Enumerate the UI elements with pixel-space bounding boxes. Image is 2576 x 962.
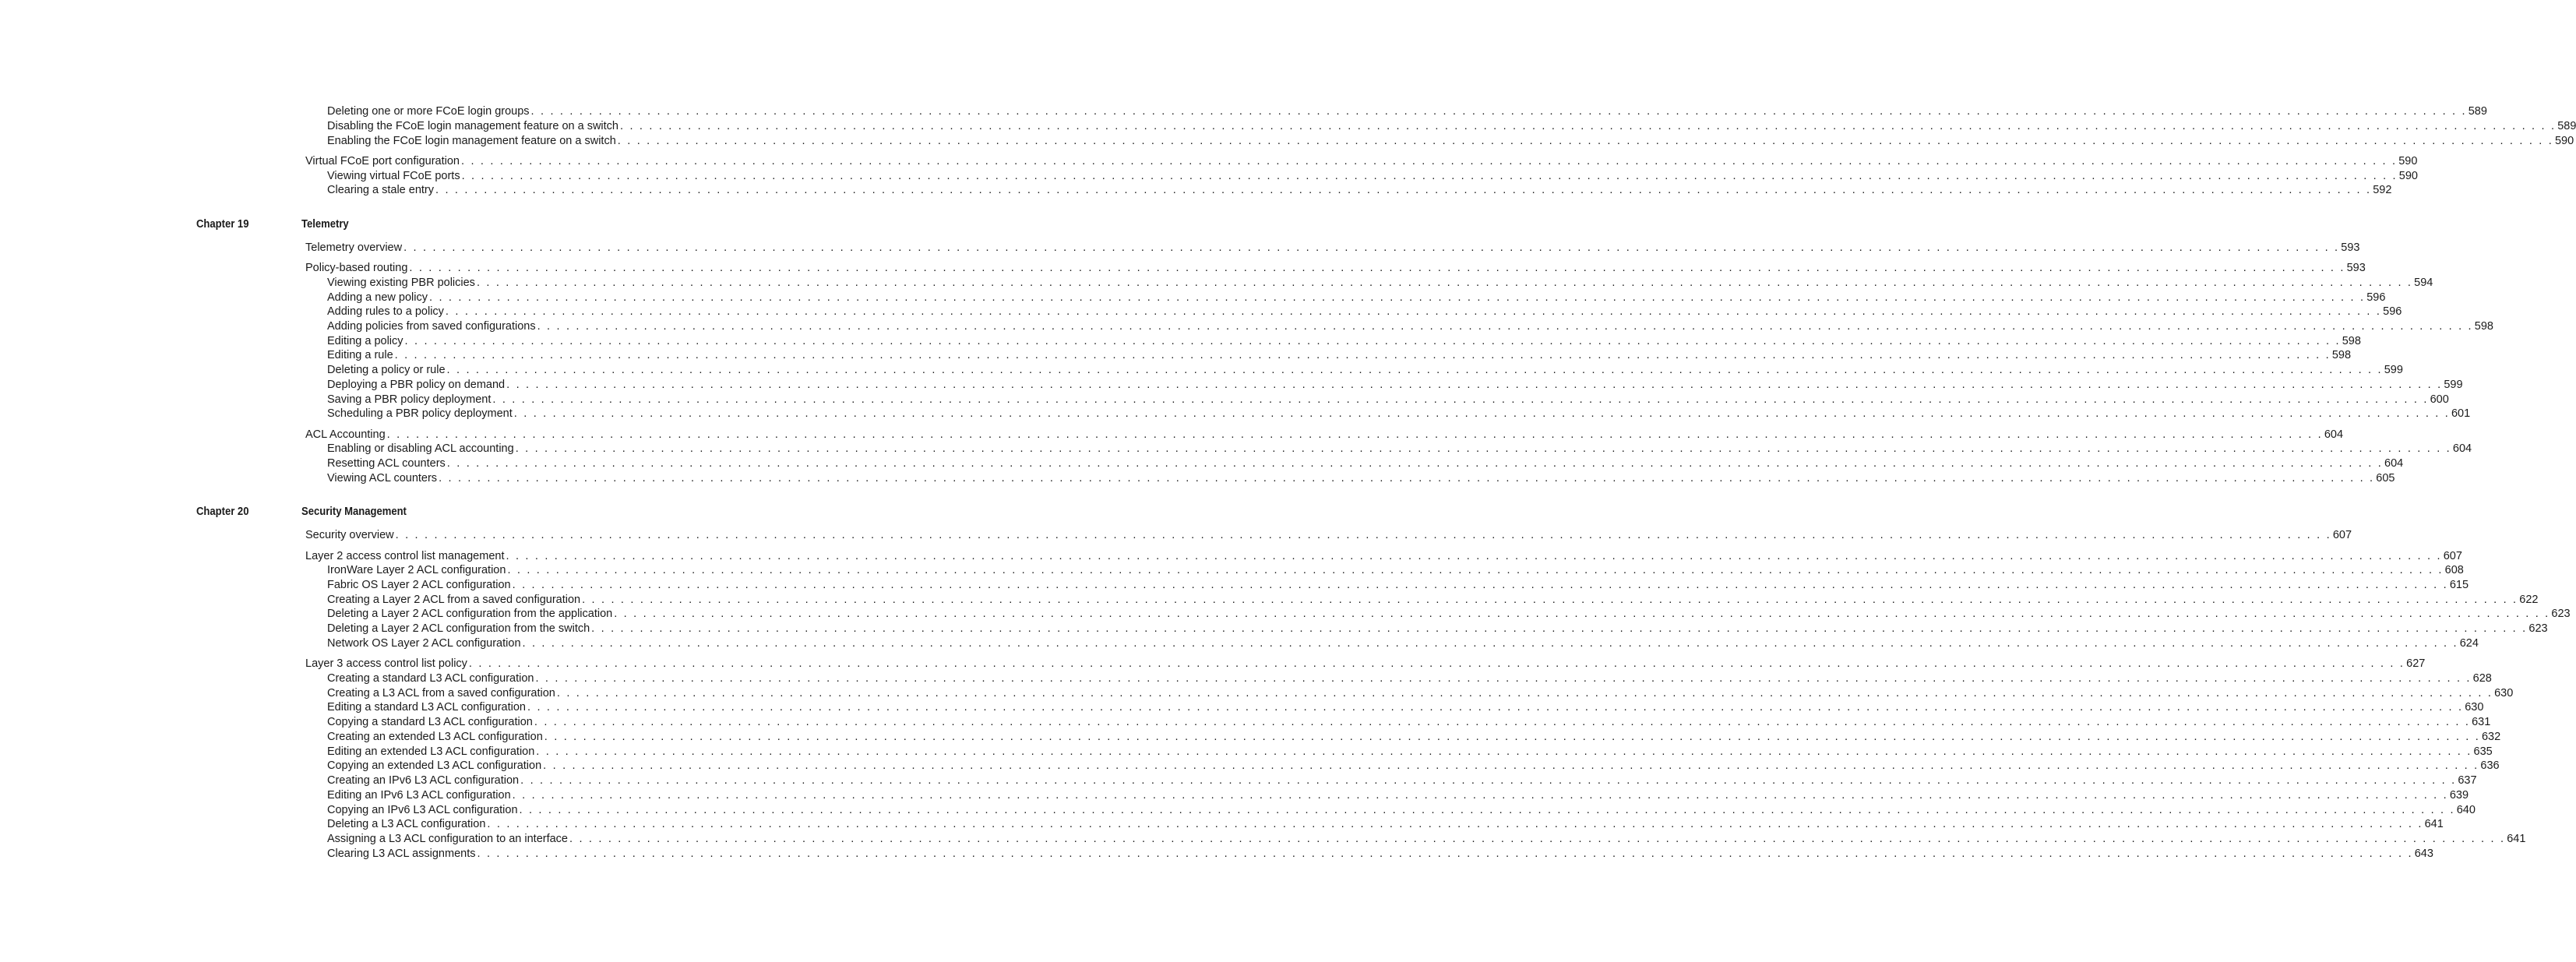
- toc-page-number: 641: [2424, 818, 2444, 830]
- toc-page-number: 637: [2458, 774, 2477, 787]
- toc-entry-title: Copying an IPv6 L3 ACL configuration: [327, 804, 518, 816]
- toc-subsection-entry[interactable]: [327, 817, 2444, 832]
- toc-page-number: 598: [2342, 335, 2361, 347]
- toc-page-number: 593: [2346, 262, 2366, 274]
- toc-page-number: 590: [2398, 155, 2418, 167]
- toc-leader-dots: . . . . . . . . . . . . . . . . . . . . . . . . . . . . . . . . . . . . . . . . . . . . . . . . . . . . . . . . . . . . . . . . . . . . . . . . . . . . . . . . . . . . . . . . . . . . . . . . . . . . . . . . . . . . . . . . . . . . . . . . . . . . . . . . . . . . . . . . . . . . . . . . . . . . . . . . . . . . . . . . . . . . . . . . . . . . . . . . . . . . . . . . . . . . . . . . . . . . . . . .: [519, 804, 2455, 816]
- toc-leader-dots: . . . . . . . . . . . . . . . . . . . . . . . . . . . . . . . . . . . . . . . . . . . . . . . . . . . . . . . . . . . . . . . . . . . . . . . . . . . . . . . . . . . . . . . . . . . . . . . . . . . . . . . . . . . . . . . . . . . . . . . . . . . . . . . . . . . . . . . . . . . . . . . . . . . . . . . . . . . . . . . . . . . . . . . . . . . . . . . . . . . . . . . . . . . . . . . . . . . . . . . .: [515, 442, 2451, 455]
- toc-page-number: 594: [2414, 277, 2433, 289]
- toc-page-number: 636: [2480, 759, 2500, 772]
- toc-page-number: 624: [2459, 637, 2479, 650]
- toc-leader-dots: . . . . . . . . . . . . . . . . . . . . . . . . . . . . . . . . . . . . . . . . . . . . . . . . . . . . . . . . . . . . . . . . . . . . . . . . . . . . . . . . . . . . . . . . . . . . . . . . . . . . . . . . . . . . . . . . . . . . . . . . . . . . . . . . . . . . . . . . . . . . . . . . . . . . . . . . . . . . . . . . . . . . . . . . . . . . . . . . . . . . . . . . . . . . . . . . . . . . . . . .: [445, 305, 2382, 318]
- toc-leader-dots: . . . . . . . . . . . . . . . . . . . . . . . . . . . . . . . . . . . . . . . . . . . . . . . . . . . . . . . . . . . . . . . . . . . . . . . . . . . . . . . . . . . . . . . . . . . . . . . . . . . . . . . . . . . . . . . . . . . . . . . . . . . . . . . . . . . . . . . . . . . . . . . . . . . . . . . . . . . . . . . . . . . . . . . . . . . . . . . . . . . . . . . . . . . . . . . . . . . . . . . .: [461, 170, 2398, 182]
- toc-page-number: 592: [2373, 184, 2392, 196]
- toc-page-number: 623: [2551, 608, 2571, 620]
- toc-page-number: 599: [2384, 364, 2403, 376]
- toc-subsection-entry[interactable]: [327, 378, 2463, 393]
- toc-page-number: 601: [2451, 407, 2471, 420]
- toc-leader-dots: . . . . . . . . . . . . . . . . . . . . . . . . . . . . . . . . . . . . . . . . . . . . . . . . . . . . . . . . . . . . . . . . . . . . . . . . . . . . . . . . . . . . . . . . . . . . . . . . . . . . . . . . . . . . . . . . . . . . . . . . . . . . . . . . . . . . . . . . . . . . . . . . . . . . . . . . . . . . . . . . . . . . . . . . . . . . . . . . . . . . . . . . . . . . . . . . . . . . . . . .: [507, 564, 2444, 576]
- toc-leader-dots: . . . . . . . . . . . . . . . . . . . . . . . . . . . . . . . . . . . . . . . . . . . . . . . . . . . . . . . . . . . . . . . . . . . . . . . . . . . . . . . . . . . . . . . . . . . . . . . . . . . . . . . . . . . . . . . . . . . . . . . . . . . . . . . . . . . . . . . . . . . . . . . . . . . . . . . . . . . . . . . . . . . . . . . . . . . . . . . . . . . . . . . . . . . . . . . . . . . . . . . .: [409, 262, 2345, 274]
- toc-leader-dots: . . . . . . . . . . . . . . . . . . . . . . . . . . . . . . . . . . . . . . . . . . . . . . . . . . . . . . . . . . . . . . . . . . . . . . . . . . . . . . . . . . . . . . . . . . . . . . . . . . . . . . . . . . . . . . . . . . . . . . . . . . . . . . . . . . . . . . . . . . . . . . . . . . . . . . . . . . . . . . . . . . . . . . . . . . . . . . . . . . . . . . . . . . . . . . . . . . . . . . . .: [492, 393, 2429, 406]
- toc-subsection-entry[interactable]: [327, 788, 2469, 803]
- toc-leader-dots: . . . . . . . . . . . . . . . . . . . . . . . . . . . . . . . . . . . . . . . . . . . . . . . . . . . . . . . . . . . . . . . . . . . . . . . . . . . . . . . . . . . . . . . . . . . . . . . . . . . . . . . . . . . . . . . . . . . . . . . . . . . . . . . . . . . . . . . . . . . . . . . . . . . . . . . . . . . . . . . . . . . . . . . . . . . . . . . . . . . . . . . . . . . . . . . . . . . . . . . .: [435, 184, 2372, 196]
- toc-subsection-entry[interactable]: [327, 407, 2471, 421]
- toc-subsection-entry[interactable]: [327, 305, 2402, 319]
- toc-subsection-entry[interactable]: [327, 832, 2526, 847]
- chapter-title: Telemetry: [301, 218, 349, 231]
- toc-leader-dots: . . . . . . . . . . . . . . . . . . . . . . . . . . . . . . . . . . . . . . . . . . . . . . . . . . . . . . . . . . . . . . . . . . . . . . . . . . . . . . . . . . . . . . . . . . . . . . . . . . . . . . . . . . . . . . . . . . . . . . . . . . . . . . . . . . . . . . . . . . . . . . . . . . . . . . . . . . . . . . . . . . . . . . . . . . . . . . . . . . . . . . . . . . . . . . . . . . . . . . . .: [534, 716, 2471, 728]
- toc-entry-title: Adding policies from saved configurations: [327, 320, 536, 333]
- toc-page-number: 589: [2468, 105, 2487, 118]
- toc-entry-title: Saving a PBR policy deployment: [327, 393, 492, 406]
- toc-leader-dots: . . . . . . . . . . . . . . . . . . . . . . . . . . . . . . . . . . . . . . . . . . . . . . . . . . . . . . . . . . . . . . . . . . . . . . . . . . . . . . . . . . . . . . . . . . . . . . . . . . . . . . . . . . . . . . . . . . . . . . . . . . . . . . . . . . . . . . . . . . . . . . . . . . . . . . . . . . . . . . . . . . . . . . . . . . . . . . . . . . . . . . . . . . . . . . . . . . . . . . . .: [395, 529, 2331, 541]
- toc-entry-title: Deleting a Layer 2 ACL configuration from the switch: [327, 622, 590, 635]
- toc-entry-title: IronWare Layer 2 ACL configuration: [327, 564, 506, 576]
- toc-leader-dots: . . . . . . . . . . . . . . . . . . . . . . . . . . . . . . . . . . . . . . . . . . . . . . . . . . . . . . . . . . . . . . . . . . . . . . . . . . . . . . . . . . . . . . . . . . . . . . . . . . . . . . . . . . . . . . . . . . . . . . . . . . . . . . . . . . . . . . . . . . . . . . . . . . . . . . . . . . . . . . . . . . . . . . . . . . . . . . . . . . . . . . . . . . . . . . . . . . . . . . . .: [446, 457, 2383, 470]
- toc-section-entry[interactable]: [305, 261, 2366, 276]
- toc-leader-dots: . . . . . . . . . . . . . . . . . . . . . . . . . . . . . . . . . . . . . . . . . . . . . . . . . . . . . . . . . . . . . . . . . . . . . . . . . . . . . . . . . . . . . . . . . . . . . . . . . . . . . . . . . . . . . . . . . . . . . . . . . . . . . . . . . . . . . . . . . . . . . . . . . . . . . . . . . . . . . . . . . . . . . . . . . . . . . . . . . . . . . . . . . . . . . . . . . . . . . . . .: [569, 833, 2506, 845]
- toc-leader-dots: . . . . . . . . . . . . . . . . . . . . . . . . . . . . . . . . . . . . . . . . . . . . . . . . . . . . . . . . . . . . . . . . . . . . . . . . . . . . . . . . . . . . . . . . . . . . . . . . . . . . . . . . . . . . . . . . . . . . . . . . . . . . . . . . . . . . . . . . . . . . . . . . . . . . . . . . . . . . . . . . . . . . . . . . . . . . . . . . . . . . . . . . . . . . . . . . . . . . . . . .: [617, 135, 2553, 147]
- toc-subsection-entry[interactable]: [327, 803, 2476, 818]
- toc-page-number: 593: [2341, 241, 2360, 254]
- toc-subsection-entry[interactable]: [327, 636, 2479, 651]
- toc-page-number: 598: [2331, 349, 2352, 361]
- toc-page-number: 596: [2383, 305, 2402, 318]
- toc-entry-title: Enabling or disabling ACL accounting: [327, 442, 514, 455]
- toc-page-number: 605: [2376, 472, 2395, 485]
- chapter-label: Chapter 20: [196, 506, 249, 518]
- toc-leader-dots: . . . . . . . . . . . . . . . . . . . . . . . . . . . . . . . . . . . . . . . . . . . . . . . . . . . . . . . . . . . . . . . . . . . . . . . . . . . . . . . . . . . . . . . . . . . . . . . . . . . . . . . . . . . . . . . . . . . . . . . . . . . . . . . . . . . . . . . . . . . . . . . . . . . . . . . . . . . . . . . . . . . . . . . . . . . . . . . . . . . . . . . . . . . . . . . . . . . . . . . .: [394, 349, 2331, 361]
- toc-subsection-entry[interactable]: [327, 169, 2418, 184]
- toc-leader-dots: . . . . . . . . . . . . . . . . . . . . . . . . . . . . . . . . . . . . . . . . . . . . . . . . . . . . . . . . . . . . . . . . . . . . . . . . . . . . . . . . . . . . . . . . . . . . . . . . . . . . . . . . . . . . . . . . . . . . . . . . . . . . . . . . . . . . . . . . . . . . . . . . . . . . . . . . . . . . . . . . . . . . . . . . . . . . . . . . . . . . . . . . . . . . . . . . . . . . . . . .: [477, 847, 2413, 860]
- toc-entry-title: Virtual FCoE port configuration: [305, 155, 460, 167]
- toc-leader-dots: . . . . . . . . . . . . . . . . . . . . . . . . . . . . . . . . . . . . . . . . . . . . . . . . . . . . . . . . . . . . . . . . . . . . . . . . . . . . . . . . . . . . . . . . . . . . . . . . . . . . . . . . . . . . . . . . . . . . . . . . . . . . . . . . . . . . . . . . . . . . . . . . . . . . . . . . . . . . . . . . . . . . . . . . . . . . . . . . . . . . . . . . . . . . . . . . . . . . . . . .: [591, 622, 2528, 635]
- toc-leader-dots: . . . . . . . . . . . . . . . . . . . . . . . . . . . . . . . . . . . . . . . . . . . . . . . . . . . . . . . . . . . . . . . . . . . . . . . . . . . . . . . . . . . . . . . . . . . . . . . . . . . . . . . . . . . . . . . . . . . . . . . . . . . . . . . . . . . . . . . . . . . . . . . . . . . . . . . . . . . . . . . . . . . . . . . . . . . . . . . . . . . . . . . . . . . . . . . . . . . . . . . .: [522, 637, 2458, 650]
- toc-subsection-entry[interactable]: [327, 671, 2492, 686]
- toc-entry-title: Editing a standard L3 ACL configuration: [327, 701, 526, 714]
- toc-leader-dots: . . . . . . . . . . . . . . . . . . . . . . . . . . . . . . . . . . . . . . . . . . . . . . . . . . . . . . . . . . . . . . . . . . . . . . . . . . . . . . . . . . . . . . . . . . . . . . . . . . . . . . . . . . . . . . . . . . . . . . . . . . . . . . . . . . . . . . . . . . . . . . . . . . . . . . . . . . . . . . . . . . . . . . . . . . . . . . . . . . . . . . . . . . . . . . . . . . . . . . . .: [556, 687, 2493, 699]
- toc-leader-dots: . . . . . . . . . . . . . . . . . . . . . . . . . . . . . . . . . . . . . . . . . . . . . . . . . . . . . . . . . . . . . . . . . . . . . . . . . . . . . . . . . . . . . . . . . . . . . . . . . . . . . . . . . . . . . . . . . . . . . . . . . . . . . . . . . . . . . . . . . . . . . . . . . . . . . . . . . . . . . . . . . . . . . . . . . . . . . . . . . . . . . . . . . . . . . . . . . . . . . . . .: [487, 818, 2423, 830]
- toc-section-entry[interactable]: [305, 154, 2418, 169]
- toc-page-number: 630: [2494, 687, 2514, 699]
- toc-entry-title: Adding rules to a policy: [327, 305, 444, 318]
- toc-page-number: 607: [2332, 529, 2352, 541]
- toc-subsection-entry[interactable]: [327, 276, 2433, 291]
- toc-subsection-entry[interactable]: [327, 759, 2500, 773]
- toc-page-number: 590: [2398, 170, 2418, 182]
- toc-entry-title: Clearing L3 ACL assignments: [327, 847, 476, 860]
- toc-page-number: 640: [2456, 804, 2476, 816]
- toc-leader-dots: . . . . . . . . . . . . . . . . . . . . . . . . . . . . . . . . . . . . . . . . . . . . . . . . . . . . . . . . . . . . . . . . . . . . . . . . . . . . . . . . . . . . . . . . . . . . . . . . . . . . . . . . . . . . . . . . . . . . . . . . . . . . . . . . . . . . . . . . . . . . . . . . . . . . . . . . . . . . . . . . . . . . . . . . . . . . . . . . . . . . . . . . . . . . . . . . . . . . . . . .: [536, 745, 2472, 758]
- toc-entry-title: Deleting a Layer 2 ACL configuration from the application: [327, 608, 613, 620]
- toc-entry-title: Editing an extended L3 ACL configuration: [327, 745, 535, 758]
- toc-entry-title: Security overview: [305, 529, 394, 541]
- toc-leader-dots: . . . . . . . . . . . . . . . . . . . . . . . . . . . . . . . . . . . . . . . . . . . . . . . . . . . . . . . . . . . . . . . . . . . . . . . . . . . . . . . . . . . . . . . . . . . . . . . . . . . . . . . . . . . . . . . . . . . . . . . . . . . . . . . . . . . . . . . . . . . . . . . . . . . . . . . . . . . . . . . . . . . . . . . . . . . . . . . . . . . . . . . . . . . . . . . . . . . . . . . .: [619, 120, 2557, 132]
- toc-leader-dots: . . . . . . . . . . . . . . . . . . . . . . . . . . . . . . . . . . . . . . . . . . . . . . . . . . . . . . . . . . . . . . . . . . . . . . . . . . . . . . . . . . . . . . . . . . . . . . . . . . . . . . . . . . . . . . . . . . . . . . . . . . . . . . . . . . . . . . . . . . . . . . . . . . . . . . . . . . . . . . . . . . . . . . . . . . . . . . . . . . . . . . . . . . . . . . . . . . . . . . . .: [512, 789, 2448, 802]
- toc-page-number: 604: [2324, 428, 2344, 441]
- toc-entry-title: Creating an extended L3 ACL configuration: [327, 731, 543, 743]
- toc-page-number: 627: [2406, 657, 2426, 670]
- toc-entry-title: ACL Accounting: [305, 428, 386, 441]
- toc-subsection-entry[interactable]: [327, 686, 2514, 701]
- toc-entry-title: Viewing existing PBR policies: [327, 277, 475, 289]
- toc-subsection-entry[interactable]: [327, 563, 2464, 578]
- toc-subsection-entry[interactable]: [327, 715, 2491, 730]
- chapter-label: Chapter 19: [196, 218, 249, 231]
- toc-entry-title: Policy-based routing: [305, 262, 408, 274]
- toc-page-number: 630: [2465, 701, 2484, 714]
- toc-subsection-entry[interactable]: [327, 847, 2433, 862]
- toc-subsection-entry[interactable]: [327, 730, 2501, 745]
- toc-leader-dots: . . . . . . . . . . . . . . . . . . . . . . . . . . . . . . . . . . . . . . . . . . . . . . . . . . . . . . . . . . . . . . . . . . . . . . . . . . . . . . . . . . . . . . . . . . . . . . . . . . . . . . . . . . . . . . . . . . . . . . . . . . . . . . . . . . . . . . . . . . . . . . . . . . . . . . . . . . . . . . . . . . . . . . . . . . . . . . . . . . . . . . . . . . . . . . . . . . . . . . . .: [506, 550, 2442, 562]
- toc-subsection-entry[interactable]: [327, 745, 2493, 759]
- toc-leader-dots: . . . . . . . . . . . . . . . . . . . . . . . . . . . . . . . . . . . . . . . . . . . . . . . . . . . . . . . . . . . . . . . . . . . . . . . . . . . . . . . . . . . . . . . . . . . . . . . . . . . . . . . . . . . . . . . . . . . . . . . . . . . . . . . . . . . . . . . . . . . . . . . . . . . . . . . . . . . . . . . . . . . . . . . . . . . . . . . . . . . . . . . . . . . . . . . . . . . . . . . .: [537, 320, 2473, 333]
- toc-leader-dots: . . . . . . . . . . . . . . . . . . . . . . . . . . . . . . . . . . . . . . . . . . . . . . . . . . . . . . . . . . . . . . . . . . . . . . . . . . . . . . . . . . . . . . . . . . . . . . . . . . . . . . . . . . . . . . . . . . . . . . . . . . . . . . . . . . . . . . . . . . . . . . . . . . . . . . . . . . . . . . . . . . . . . . . . . . . . . . . . . . . . . . . . . . . . . . . . . . . . . . . .: [530, 105, 2467, 118]
- toc-subsection-entry[interactable]: [327, 134, 2574, 149]
- toc-section-entry[interactable]: [305, 657, 2426, 671]
- toc-entry-title: Enabling the FCoE login management feature on a switch: [327, 135, 616, 147]
- toc-entry-title: Fabric OS Layer 2 ACL configuration: [327, 579, 511, 591]
- toc-page-number: 604: [2384, 457, 2404, 470]
- toc-leader-dots: . . . . . . . . . . . . . . . . . . . . . . . . . . . . . . . . . . . . . . . . . . . . . . . . . . . . . . . . . . . . . . . . . . . . . . . . . . . . . . . . . . . . . . . . . . . . . . . . . . . . . . . . . . . . . . . . . . . . . . . . . . . . . . . . . . . . . . . . . . . . . . . . . . . . . . . . . . . . . . . . . . . . . . . . . . . . . . . . . . . . . . . . . . . . . . . . . . . . . . . .: [543, 759, 2479, 772]
- toc-entry-title: Deploying a PBR policy on demand: [327, 379, 506, 391]
- toc-leader-dots: . . . . . . . . . . . . . . . . . . . . . . . . . . . . . . . . . . . . . . . . . . . . . . . . . . . . . . . . . . . . . . . . . . . . . . . . . . . . . . . . . . . . . . . . . . . . . . . . . . . . . . . . . . . . . . . . . . . . . . . . . . . . . . . . . . . . . . . . . . . . . . . . . . . . . . . . . . . . . . . . . . . . . . . . . . . . . . . . . . . . . . . . . . . . . . . . . . . . . . . .: [614, 608, 2550, 620]
- toc-page-number: 641: [2507, 833, 2526, 845]
- toc-subsection-entry[interactable]: [327, 183, 2392, 198]
- toc-section-entry[interactable]: [305, 428, 2344, 442]
- toc-subsection-entry[interactable]: [327, 319, 2493, 334]
- toc-subsection-entry[interactable]: [327, 456, 2404, 471]
- toc-leader-dots: . . . . . . . . . . . . . . . . . . . . . . . . . . . . . . . . . . . . . . . . . . . . . . . . . . . . . . . . . . . . . . . . . . . . . . . . . . . . . . . . . . . . . . . . . . . . . . . . . . . . . . . . . . . . . . . . . . . . . . . . . . . . . . . . . . . . . . . . . . . . . . . . . . . . . . . . . . . . . . . . . . . . . . . . . . . . . . . . . . . . . . . . . . . . . . . . . . . . . . . .: [439, 472, 2375, 485]
- toc-page-number: 639: [2449, 789, 2469, 802]
- toc-page-number: 632: [2481, 731, 2501, 743]
- toc-page-number: 604: [2452, 442, 2472, 455]
- toc-page-number: 631: [2472, 716, 2491, 728]
- toc-page-number: 589: [2557, 120, 2576, 132]
- toc-page-number: 622: [2519, 594, 2539, 606]
- toc-page-number: 643: [2414, 847, 2433, 860]
- toc-leader-dots: . . . . . . . . . . . . . . . . . . . . . . . . . . . . . . . . . . . . . . . . . . . . . . . . . . . . . . . . . . . . . . . . . . . . . . . . . . . . . . . . . . . . . . . . . . . . . . . . . . . . . . . . . . . . . . . . . . . . . . . . . . . . . . . . . . . . . . . . . . . . . . . . . . . . . . . . . . . . . . . . . . . . . . . . . . . . . . . . . . . . . . . . . . . . . . . . . . . . . . . .: [468, 657, 2405, 670]
- toc-subsection-entry[interactable]: [327, 700, 2484, 715]
- toc-page-number: 623: [2528, 622, 2548, 635]
- toc-leader-dots: . . . . . . . . . . . . . . . . . . . . . . . . . . . . . . . . . . . . . . . . . . . . . . . . . . . . . . . . . . . . . . . . . . . . . . . . . . . . . . . . . . . . . . . . . . . . . . . . . . . . . . . . . . . . . . . . . . . . . . . . . . . . . . . . . . . . . . . . . . . . . . . . . . . . . . . . . . . . . . . . . . . . . . . . . . . . . . . . . . . . . . . . . . . . . . . . . . . . . . . .: [404, 335, 2341, 347]
- toc-subsection-entry[interactable]: [327, 442, 2472, 456]
- toc-entry-title: Assigning a L3 ACL configuration to an interface: [327, 833, 568, 845]
- toc-subsection-entry[interactable]: [327, 291, 2386, 305]
- toc-subsection-entry[interactable]: [327, 471, 2395, 486]
- toc-leader-dots: . . . . . . . . . . . . . . . . . . . . . . . . . . . . . . . . . . . . . . . . . . . . . . . . . . . . . . . . . . . . . . . . . . . . . . . . . . . . . . . . . . . . . . . . . . . . . . . . . . . . . . . . . . . . . . . . . . . . . . . . . . . . . . . . . . . . . . . . . . . . . . . . . . . . . . . . . . . . . . . . . . . . . . . . . . . . . . . . . . . . . . . . . . . . . . . . . . . . . . . .: [544, 731, 2480, 743]
- toc-page-number: 615: [2449, 579, 2469, 591]
- toc-entry-title: Editing an IPv6 L3 ACL configuration: [327, 789, 511, 802]
- toc-leader-dots: . . . . . . . . . . . . . . . . . . . . . . . . . . . . . . . . . . . . . . . . . . . . . . . . . . . . . . . . . . . . . . . . . . . . . . . . . . . . . . . . . . . . . . . . . . . . . . . . . . . . . . . . . . . . . . . . . . . . . . . . . . . . . . . . . . . . . . . . . . . . . . . . . . . . . . . . . . . . . . . . . . . . . . . . . . . . . . . . . . . . . . . . . . . . . . . . . . . . . . . .: [582, 594, 2518, 606]
- toc-page-number: 608: [2444, 564, 2464, 576]
- toc-leader-dots: . . . . . . . . . . . . . . . . . . . . . . . . . . . . . . . . . . . . . . . . . . . . . . . . . . . . . . . . . . . . . . . . . . . . . . . . . . . . . . . . . . . . . . . . . . . . . . . . . . . . . . . . . . . . . . . . . . . . . . . . . . . . . . . . . . . . . . . . . . . . . . . . . . . . . . . . . . . . . . . . . . . . . . . . . . . . . . . . . . . . . . . . . . . . . . . . . . . . . . . .: [461, 155, 2398, 167]
- toc-subsection-entry[interactable]: [327, 578, 2469, 593]
- toc-entry-title: Editing a rule: [327, 349, 393, 361]
- toc-page-number: 598: [2474, 320, 2493, 333]
- toc-entry-title: Adding a new policy: [327, 291, 428, 304]
- toc-entry-title: Deleting a L3 ACL configuration: [327, 818, 486, 830]
- toc-entry-title: Deleting one or more FCoE login groups: [327, 105, 530, 118]
- toc-subsection-entry[interactable]: [327, 393, 2449, 407]
- toc-subsection-entry[interactable]: [327, 622, 2548, 636]
- toc-subsection-entry[interactable]: [327, 334, 2361, 349]
- toc-subsection-entry[interactable]: [327, 773, 2477, 788]
- toc-subsection-entry[interactable]: [327, 119, 2576, 134]
- toc-page-number: 590: [2554, 135, 2574, 147]
- toc-leader-dots: . . . . . . . . . . . . . . . . . . . . . . . . . . . . . . . . . . . . . . . . . . . . . . . . . . . . . . . . . . . . . . . . . . . . . . . . . . . . . . . . . . . . . . . . . . . . . . . . . . . . . . . . . . . . . . . . . . . . . . . . . . . . . . . . . . . . . . . . . . . . . . . . . . . . . . . . . . . . . . . . . . . . . . . . . . . . . . . . . . . . . . . . . . . . . . . . . . . . . . . .: [446, 364, 2383, 376]
- toc-leader-dots: . . . . . . . . . . . . . . . . . . . . . . . . . . . . . . . . . . . . . . . . . . . . . . . . . . . . . . . . . . . . . . . . . . . . . . . . . . . . . . . . . . . . . . . . . . . . . . . . . . . . . . . . . . . . . . . . . . . . . . . . . . . . . . . . . . . . . . . . . . . . . . . . . . . . . . . . . . . . . . . . . . . . . . . . . . . . . . . . . . . . . . . . . . . . . . . . . . . . . . . .: [386, 428, 2323, 441]
- toc-page-number: 600: [2430, 393, 2449, 406]
- toc-subsection-entry[interactable]: [327, 363, 2403, 378]
- toc-page-number: 599: [2444, 379, 2463, 391]
- toc-entry-title: Editing a policy: [327, 335, 403, 347]
- toc-entry-title: Creating a standard L3 ACL configuration: [327, 672, 534, 685]
- toc-entry-title: Creating an IPv6 L3 ACL configuration: [327, 774, 520, 787]
- toc-subsection-entry[interactable]: [327, 348, 2352, 363]
- toc-leader-dots: . . . . . . . . . . . . . . . . . . . . . . . . . . . . . . . . . . . . . . . . . . . . . . . . . . . . . . . . . . . . . . . . . . . . . . . . . . . . . . . . . . . . . . . . . . . . . . . . . . . . . . . . . . . . . . . . . . . . . . . . . . . . . . . . . . . . . . . . . . . . . . . . . . . . . . . . . . . . . . . . . . . . . . . . . . . . . . . . . . . . . . . . . . . . . . . . . . . . . . . .: [527, 701, 2464, 714]
- toc-entry-title: Telemetry overview: [305, 241, 403, 254]
- toc-entry-title: Viewing ACL counters: [327, 472, 438, 485]
- toc-subsection-entry[interactable]: [327, 593, 2539, 608]
- toc-leader-dots: . . . . . . . . . . . . . . . . . . . . . . . . . . . . . . . . . . . . . . . . . . . . . . . . . . . . . . . . . . . . . . . . . . . . . . . . . . . . . . . . . . . . . . . . . . . . . . . . . . . . . . . . . . . . . . . . . . . . . . . . . . . . . . . . . . . . . . . . . . . . . . . . . . . . . . . . . . . . . . . . . . . . . . . . . . . . . . . . . . . . . . . . . . . . . . . . . . . . . . . .: [403, 241, 2340, 254]
- toc-entry-title: Resetting ACL counters: [327, 457, 446, 470]
- toc-subsection-entry[interactable]: [327, 104, 2487, 119]
- toc-leader-dots: . . . . . . . . . . . . . . . . . . . . . . . . . . . . . . . . . . . . . . . . . . . . . . . . . . . . . . . . . . . . . . . . . . . . . . . . . . . . . . . . . . . . . . . . . . . . . . . . . . . . . . . . . . . . . . . . . . . . . . . . . . . . . . . . . . . . . . . . . . . . . . . . . . . . . . . . . . . . . . . . . . . . . . . . . . . . . . . . . . . . . . . . . . . . . . . . . . . . . . . .: [535, 672, 2472, 685]
- toc-section-entry[interactable]: [305, 528, 2352, 543]
- toc-entry-title: Network OS Layer 2 ACL configuration: [327, 637, 521, 650]
- toc-entry-title: Deleting a policy or rule: [327, 364, 446, 376]
- toc-section-entry[interactable]: [305, 241, 2360, 255]
- toc-leader-dots: . . . . . . . . . . . . . . . . . . . . . . . . . . . . . . . . . . . . . . . . . . . . . . . . . . . . . . . . . . . . . . . . . . . . . . . . . . . . . . . . . . . . . . . . . . . . . . . . . . . . . . . . . . . . . . . . . . . . . . . . . . . . . . . . . . . . . . . . . . . . . . . . . . . . . . . . . . . . . . . . . . . . . . . . . . . . . . . . . . . . . . . . . . . . . . . . . . . . . . . .: [520, 774, 2457, 787]
- toc-entry-title: Viewing virtual FCoE ports: [327, 170, 460, 182]
- toc-entry-title: Disabling the FCoE login management feature on a switch: [327, 120, 618, 132]
- toc-entry-title: Creating a Layer 2 ACL from a saved configuration: [327, 594, 581, 606]
- toc-page-number: 607: [2443, 550, 2462, 562]
- toc-section-entry[interactable]: [305, 549, 2462, 564]
- toc-entry-title: Layer 2 access control list management: [305, 550, 505, 562]
- toc-leader-dots: . . . . . . . . . . . . . . . . . . . . . . . . . . . . . . . . . . . . . . . . . . . . . . . . . . . . . . . . . . . . . . . . . . . . . . . . . . . . . . . . . . . . . . . . . . . . . . . . . . . . . . . . . . . . . . . . . . . . . . . . . . . . . . . . . . . . . . . . . . . . . . . . . . . . . . . . . . . . . . . . . . . . . . . . . . . . . . . . . . . . . . . . . . . . . . . . . . . . . . . .: [428, 291, 2366, 304]
- toc-entry-title: Layer 3 access control list policy: [305, 657, 467, 670]
- toc-entry-title: Copying an extended L3 ACL configuration: [327, 759, 542, 772]
- toc-leader-dots: . . . . . . . . . . . . . . . . . . . . . . . . . . . . . . . . . . . . . . . . . . . . . . . . . . . . . . . . . . . . . . . . . . . . . . . . . . . . . . . . . . . . . . . . . . . . . . . . . . . . . . . . . . . . . . . . . . . . . . . . . . . . . . . . . . . . . . . . . . . . . . . . . . . . . . . . . . . . . . . . . . . . . . . . . . . . . . . . . . . . . . . . . . . . . . . . . . . . . . . .: [476, 277, 2413, 289]
- toc-leader-dots: . . . . . . . . . . . . . . . . . . . . . . . . . . . . . . . . . . . . . . . . . . . . . . . . . . . . . . . . . . . . . . . . . . . . . . . . . . . . . . . . . . . . . . . . . . . . . . . . . . . . . . . . . . . . . . . . . . . . . . . . . . . . . . . . . . . . . . . . . . . . . . . . . . . . . . . . . . . . . . . . . . . . . . . . . . . . . . . . . . . . . . . . . . . . . . . . . . . . . . . .: [512, 579, 2448, 591]
- toc-entry-title: Clearing a stale entry: [327, 184, 435, 196]
- toc-page-number: 628: [2472, 672, 2492, 685]
- toc-leader-dots: . . . . . . . . . . . . . . . . . . . . . . . . . . . . . . . . . . . . . . . . . . . . . . . . . . . . . . . . . . . . . . . . . . . . . . . . . . . . . . . . . . . . . . . . . . . . . . . . . . . . . . . . . . . . . . . . . . . . . . . . . . . . . . . . . . . . . . . . . . . . . . . . . . . . . . . . . . . . . . . . . . . . . . . . . . . . . . . . . . . . . . . . . . . . . . . . . . . . . . . .: [513, 407, 2450, 420]
- toc-leader-dots: . . . . . . . . . . . . . . . . . . . . . . . . . . . . . . . . . . . . . . . . . . . . . . . . . . . . . . . . . . . . . . . . . . . . . . . . . . . . . . . . . . . . . . . . . . . . . . . . . . . . . . . . . . . . . . . . . . . . . . . . . . . . . . . . . . . . . . . . . . . . . . . . . . . . . . . . . . . . . . . . . . . . . . . . . . . . . . . . . . . . . . . . . . . . . . . . . . . . . . . .: [506, 379, 2443, 391]
- toc-page-number: 596: [2366, 291, 2386, 304]
- chapter-title: Security Management: [301, 506, 407, 518]
- toc-entry-title: Scheduling a PBR policy deployment: [327, 407, 513, 420]
- toc-entry-title: Creating a L3 ACL from a saved configuration: [327, 687, 555, 699]
- toc-subsection-entry[interactable]: [327, 607, 2571, 622]
- toc-entry-title: Copying a standard L3 ACL configuration: [327, 716, 533, 728]
- toc-page-number: 635: [2473, 745, 2493, 758]
